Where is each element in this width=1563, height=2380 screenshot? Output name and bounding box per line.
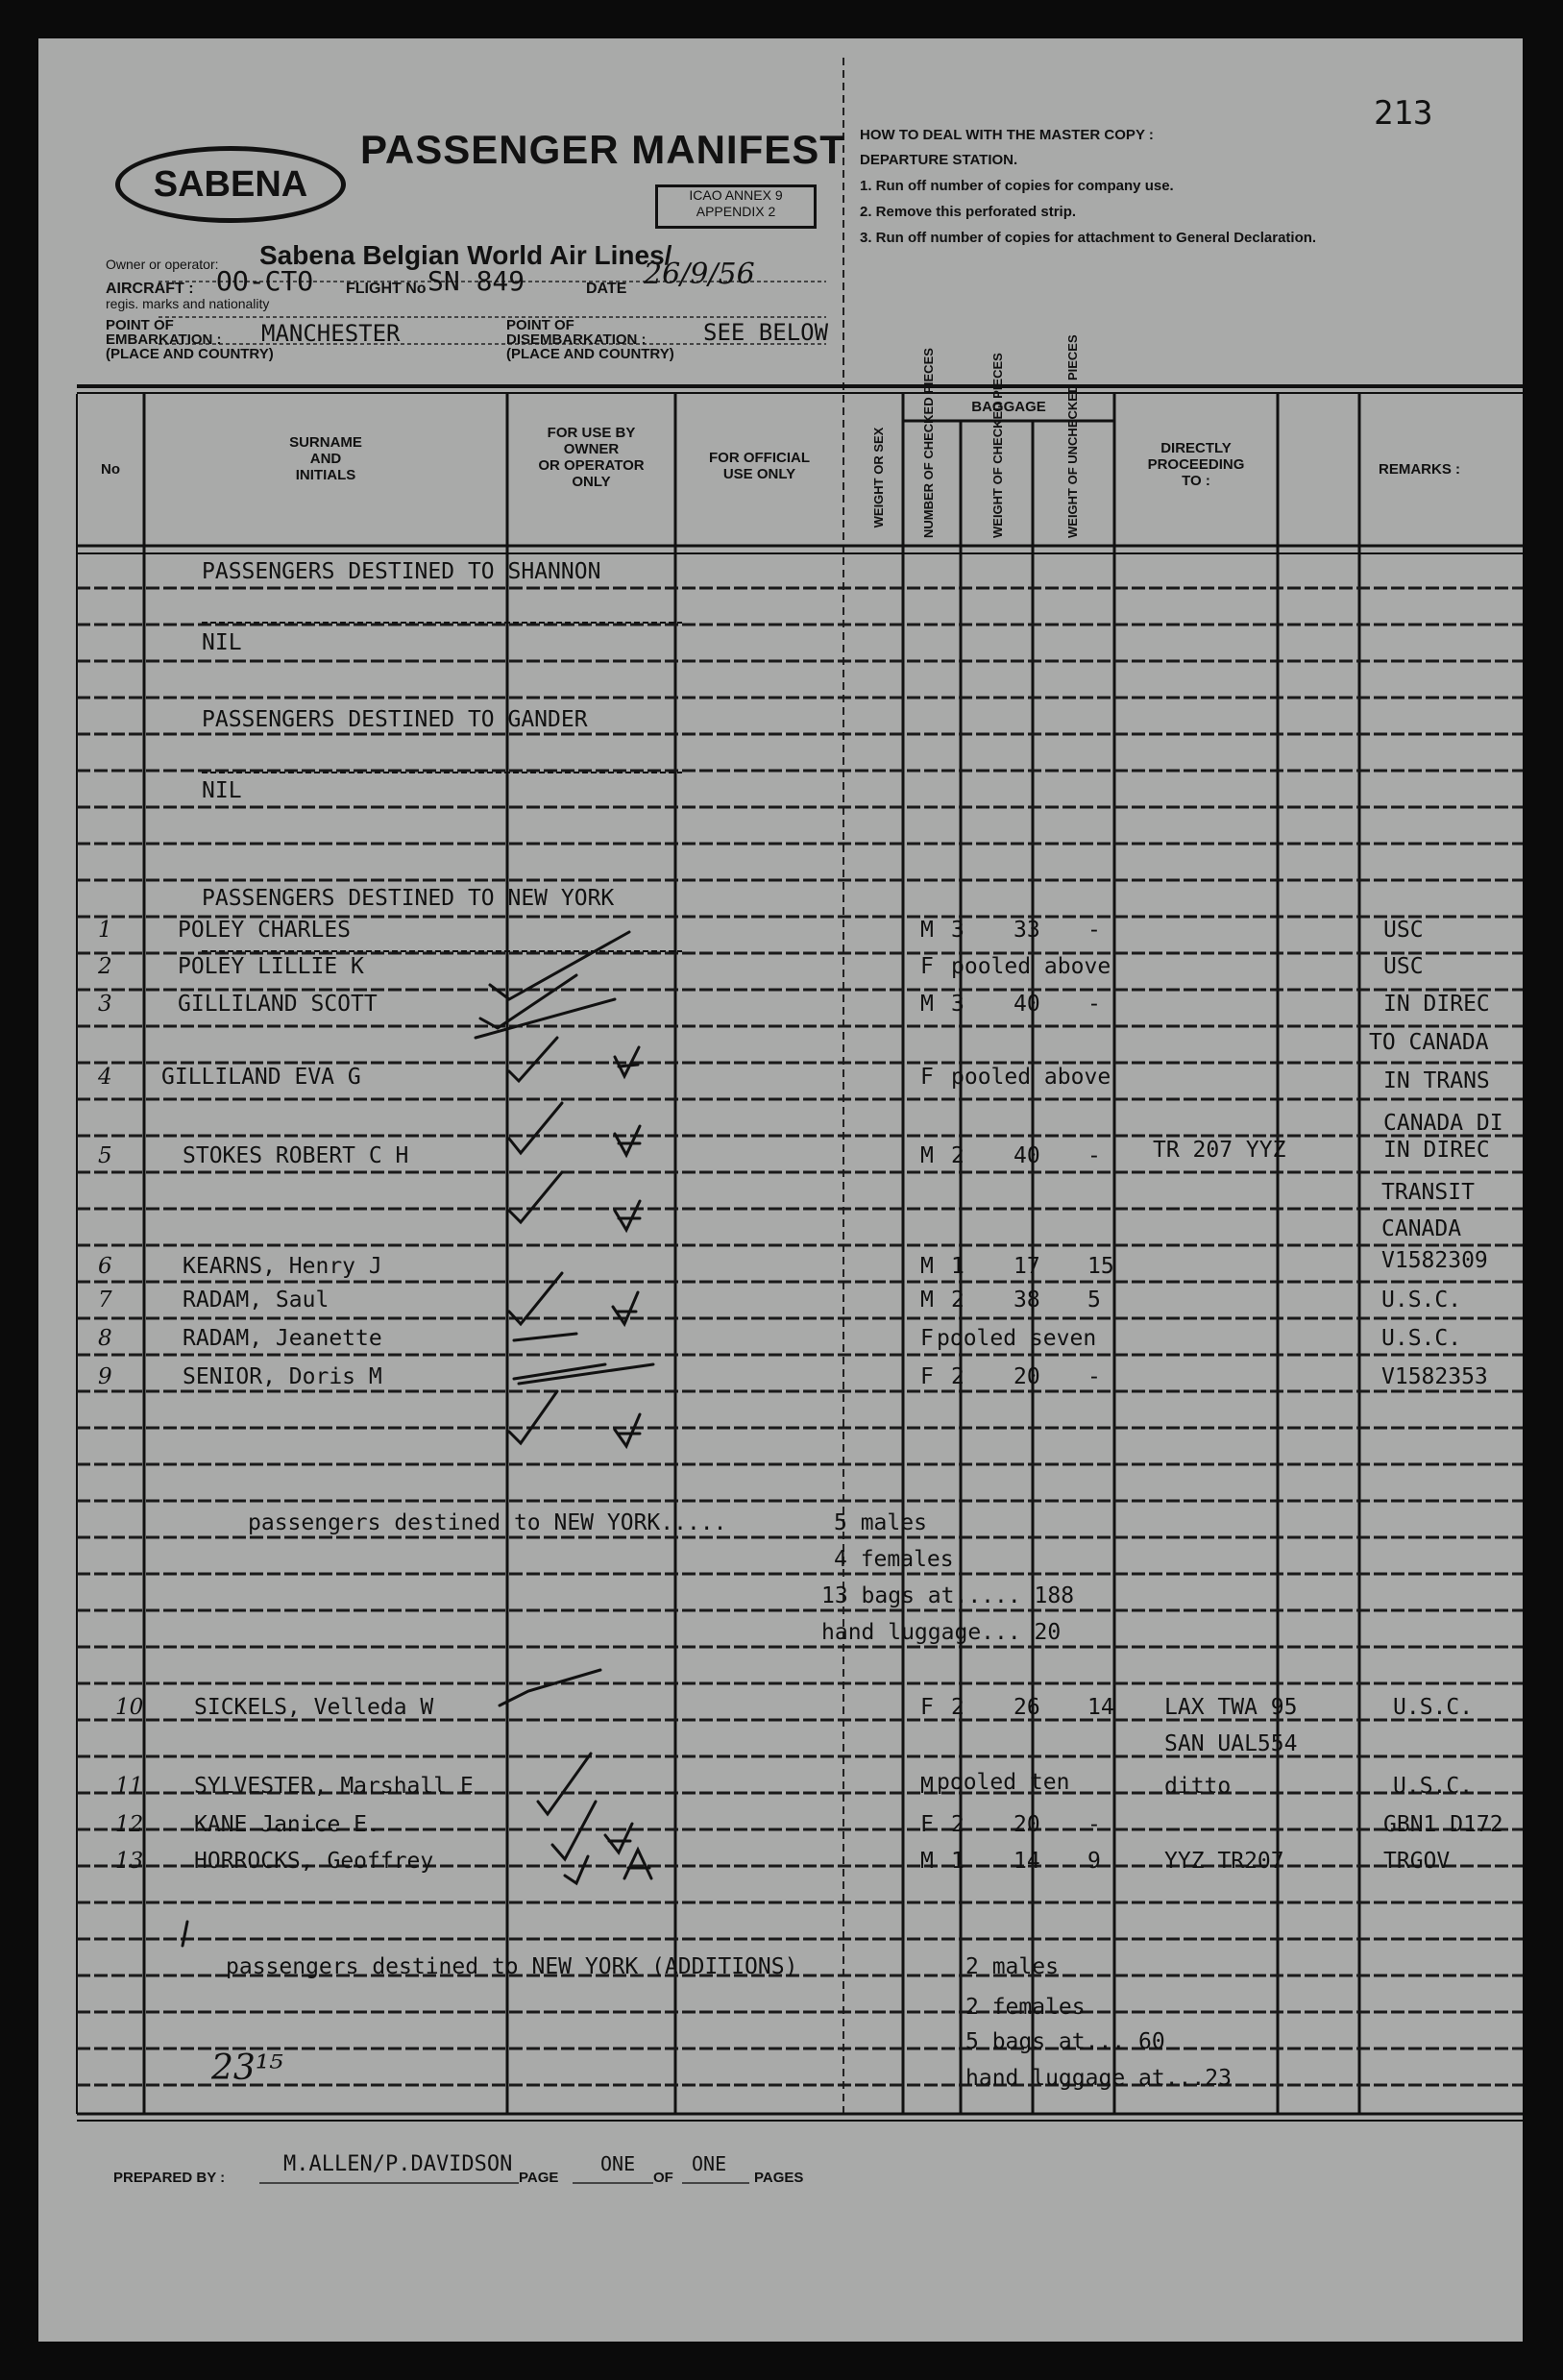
instruction-line5: 3. Run off number of copies for attachment to General Declaration. — [860, 230, 1317, 246]
embark-sub: (PLACE AND COUNTRY) — [106, 346, 274, 362]
sex-cell: M — [920, 1143, 934, 1168]
col-surname — [144, 434, 507, 483]
col-owner-2: OWNER — [563, 441, 620, 457]
remarks-cell: IN DIREC — [1383, 992, 1490, 1017]
summary1-bags: 13 bags at..... 188 — [821, 1583, 1075, 1608]
remarks-cell: V1582353 — [1381, 1364, 1488, 1389]
passenger-name: POLEY LILLIE K — [178, 954, 364, 979]
summary2-bags: 5 bags at... 60 — [965, 2029, 1165, 2054]
instruction-line4: 2. Remove this perforated strip. — [860, 204, 1077, 220]
passenger-row-3 — [38, 992, 1523, 1030]
remarks-cell: TRGOV — [1383, 1849, 1451, 1874]
sex-cell: F — [920, 1364, 934, 1389]
manifest-sheet — [38, 38, 1523, 2342]
unchecked-weight-cell: 9 — [1087, 1849, 1101, 1874]
section-nil-2: NIL — [202, 778, 242, 803]
unchecked-weight-cell: - — [1087, 992, 1101, 1017]
page-label: PAGE — [519, 2170, 559, 2186]
owner-label: Owner or operator: — [106, 257, 219, 272]
checked-pieces-cell: 3 — [951, 992, 965, 1017]
section-nil-1: NIL — [202, 630, 242, 655]
sex-cell: M — [920, 1849, 934, 1874]
passenger-name: KEARNS, Henry J — [183, 1254, 382, 1279]
disembark-value: SEE BELOW — [703, 319, 829, 346]
col-baggage: BAGGAGE — [971, 399, 1046, 415]
sex-cell: F — [920, 954, 934, 979]
col-surname-2: AND — [309, 451, 342, 467]
row-number: 3 — [98, 992, 112, 1017]
row-number: 5 — [98, 1143, 112, 1168]
checked-weight-cell: 20 — [1014, 1812, 1040, 1837]
checked-weight-cell: 40 — [1014, 1143, 1040, 1168]
embark-label-2: EMBARKATION : — [106, 331, 222, 348]
checked-pieces-cell: pooled above — [951, 954, 1111, 979]
row-number: 13 — [115, 1849, 144, 1874]
passenger-row-4 — [38, 1065, 1523, 1103]
regis-label: regis. marks and nationality — [106, 296, 270, 311]
page-number: 213 — [1374, 94, 1433, 133]
col-official-use — [675, 450, 843, 482]
prepared-by-value: M.ALLEN/P.DAVIDSON — [283, 2152, 513, 2176]
passenger-row-10 — [38, 1695, 1523, 1733]
passenger-name: RADAM, Jeanette — [183, 1326, 382, 1351]
date-value: 26/9/56 — [644, 258, 755, 291]
of-label: OF — [653, 2170, 673, 2186]
summary2-label: passengers destined to NEW YORK (ADDITIONS) — [226, 1954, 798, 1979]
col-owner-use — [507, 425, 675, 490]
sex-cell: F — [920, 1695, 934, 1720]
sex-cell: F — [920, 1065, 934, 1090]
passenger-name: GILLILAND EVA G — [161, 1065, 361, 1090]
remarks-cell: IN TRANS — [1383, 1068, 1490, 1093]
remarks-cell: U.S.C. — [1381, 1326, 1462, 1351]
col-official-2: USE ONLY — [722, 466, 796, 482]
passenger-name: SICKELS, Velleda W — [194, 1695, 434, 1720]
disembark-label-2: DISEMBARKATION : — [506, 331, 647, 348]
summary2-hand-luggage: hand luggage at...23 — [965, 2066, 1232, 2091]
checked-pieces-cell: 2 — [951, 1288, 965, 1313]
row-number: 10 — [115, 1695, 144, 1720]
row-number: 11 — [115, 1774, 144, 1799]
col-directly-proceeding — [1114, 440, 1278, 489]
passenger-name: SYLVESTER, Marshall E — [194, 1774, 474, 1799]
flight-label: FLIGHT No — [346, 281, 427, 297]
remarks-cell: U.S.C. — [1393, 1695, 1474, 1720]
remarks-continuation: CANADA DI — [1383, 1111, 1503, 1136]
summary2-males: 2 males — [965, 1954, 1059, 1979]
row-number: 4 — [98, 1065, 112, 1090]
unchecked-weight-cell: - — [1087, 1364, 1101, 1389]
passenger-name: HORROCKS, Geoffrey — [194, 1849, 434, 1874]
checked-pieces-cell: pooled seven — [937, 1326, 1097, 1351]
passenger-name: GILLILAND SCOTT — [178, 992, 378, 1017]
checked-pieces-cell: 1 — [951, 1254, 965, 1279]
passenger-row-13 — [38, 1849, 1523, 1887]
date-label: DATE — [586, 281, 627, 297]
summary1-hand-luggage: hand luggage... 20 — [821, 1620, 1062, 1645]
passenger-name: RADAM, Saul — [183, 1288, 330, 1313]
passenger-row-8 — [38, 1326, 1523, 1364]
remarks-cell: IN DIREC — [1383, 1138, 1490, 1163]
col-surname-1: SURNAME — [289, 434, 362, 451]
icao-annex-line2: APPENDIX 2 — [696, 204, 776, 219]
unchecked-weight-cell: 5 — [1087, 1288, 1101, 1313]
flight-value: SN 849 — [427, 265, 525, 297]
unchecked-weight-cell: - — [1087, 918, 1101, 943]
pages-label: PAGES — [754, 2170, 804, 2186]
passenger-row-9 — [38, 1364, 1523, 1403]
row-number: 12 — [115, 1812, 144, 1837]
passenger-row-1 — [38, 918, 1523, 956]
unchecked-weight-cell: 15 — [1087, 1254, 1114, 1279]
prepared-by-label: PREPARED BY : — [113, 2170, 226, 2186]
remarks-cell: USC — [1383, 954, 1424, 979]
checked-pieces-cell: pooled ten — [937, 1770, 1070, 1795]
aircraft-label: AIRCRAFT : — [106, 281, 194, 297]
checked-pieces-cell: 3 — [951, 918, 965, 943]
remarks-cell: V1582309 — [1381, 1248, 1488, 1273]
checked-pieces-cell: 1 — [951, 1849, 965, 1874]
col-owner-1: FOR USE BY — [547, 425, 636, 441]
sex-cell: M — [920, 1288, 934, 1313]
summary1-males: 5 males — [834, 1510, 927, 1535]
col-num-checked: NUMBER OF CHECKED PIECES — [921, 348, 936, 538]
of-value: ONE — [692, 2152, 727, 2175]
passenger-name: STOKES ROBERT C H — [183, 1143, 409, 1168]
col-official-1: FOR OFFICIAL — [709, 450, 810, 466]
col-remarks: REMARKS : — [1379, 461, 1460, 478]
passenger-name: KANE Janice E. — [194, 1812, 380, 1837]
instruction-line2: DEPARTURE STATION. — [860, 152, 1018, 168]
owner-value: Sabena Belgian World Air Lines/ — [259, 240, 672, 270]
checked-weight-cell: 40 — [1014, 992, 1040, 1017]
checked-weight-cell: 33 — [1014, 918, 1040, 943]
instruction-line3: 1. Run off number of copies for company use. — [860, 178, 1174, 194]
checked-weight-cell: 20 — [1014, 1364, 1040, 1389]
checked-weight-cell: 17 — [1014, 1254, 1040, 1279]
remarks-continuation: TRANSIT — [1381, 1180, 1475, 1205]
row-number: 2 — [98, 954, 112, 979]
row-number: 1 — [98, 918, 112, 943]
checked-pieces-cell: 2 — [951, 1143, 965, 1168]
col-directly-3: TO : — [1182, 473, 1210, 489]
unchecked-weight-cell: 14 — [1087, 1695, 1114, 1720]
sex-cell: M — [920, 918, 934, 943]
unchecked-weight-cell: - — [1087, 1143, 1101, 1168]
col-directly-2: PROCEEDING — [1147, 456, 1245, 473]
proceeding-cell: TR 207 YYZ — [1153, 1138, 1286, 1163]
row-number: 9 — [98, 1364, 112, 1389]
checked-pieces-cell: 2 — [951, 1364, 965, 1389]
proceeding-cell: YYZ TR207 — [1164, 1849, 1284, 1874]
remarks-cell: USC — [1383, 918, 1424, 943]
passenger-row-5 — [38, 1138, 1523, 1182]
proceeding-cell: ditto — [1164, 1774, 1232, 1799]
passenger-row-2 — [38, 954, 1523, 993]
col-owner-3: OR OPERATOR — [538, 457, 645, 474]
sex-cell: F — [920, 1812, 934, 1837]
disembark-sub: (PLACE AND COUNTRY) — [506, 346, 674, 362]
col-weight-checked: WEIGHT OF CHECKED PIECES — [990, 353, 1005, 538]
aircraft-value: OO-CTO — [216, 265, 314, 297]
row-number: 8 — [98, 1326, 112, 1351]
instruction-line1: HOW TO DEAL WITH THE MASTER COPY : — [860, 127, 1154, 143]
passenger-name: SENIOR, Doris M — [183, 1364, 382, 1389]
remarks-cell: U.S.C. — [1393, 1774, 1474, 1799]
passenger-row-7 — [38, 1288, 1523, 1326]
passenger-row-6 — [38, 1248, 1523, 1292]
proceeding-cell: LAX TWA 95 — [1164, 1695, 1298, 1720]
embark-value: MANCHESTER — [261, 320, 401, 347]
remarks-cell: U.S.C. — [1381, 1288, 1462, 1313]
icao-annex-line1: ICAO ANNEX 9 — [689, 187, 783, 203]
col-no: No — [101, 461, 120, 478]
sex-cell: M — [920, 1254, 934, 1279]
remarks-cell: GBN1 D172 — [1383, 1812, 1503, 1837]
form-grid-lines — [38, 38, 1523, 2342]
proceeding-continuation: SAN UAL554 — [1164, 1731, 1298, 1756]
sex-cell: F — [920, 1326, 934, 1351]
checked-weight-cell: 38 — [1014, 1288, 1040, 1313]
sabena-logo: SABENA — [115, 146, 346, 223]
section-shannon: PASSENGERS DESTINED TO SHANNON — [202, 559, 601, 584]
row-number: 7 — [98, 1288, 112, 1313]
checked-pieces-cell: 2 — [951, 1695, 965, 1720]
document-title: PASSENGER MANIFEST — [360, 127, 845, 172]
page-value: ONE — [600, 2152, 636, 2175]
handwritten-total: 23¹⁵ — [211, 2049, 283, 2088]
checked-weight-cell: 26 — [1014, 1695, 1040, 1720]
checked-pieces-cell: pooled above — [951, 1065, 1111, 1090]
disembark-label-1: POINT OF — [506, 317, 574, 333]
summary2-females: 2 females — [965, 1995, 1086, 2020]
row-number: 6 — [98, 1254, 112, 1279]
summary1-label: passengers destined to NEW YORK..... — [248, 1510, 727, 1535]
sex-cell: M — [920, 992, 934, 1017]
unchecked-weight-cell: - — [1087, 1812, 1101, 1837]
icao-annex-box — [655, 184, 817, 229]
section-new-york: PASSENGERS DESTINED TO NEW YORK — [202, 886, 615, 911]
checked-pieces-cell: 2 — [951, 1812, 965, 1837]
remarks-continuation: TO CANADA — [1369, 1030, 1489, 1055]
sex-cell: M — [920, 1774, 934, 1799]
passenger-row-12 — [38, 1812, 1523, 1851]
passenger-row-11 — [38, 1770, 1523, 1812]
section-gander: PASSENGERS DESTINED TO GANDER — [202, 707, 588, 732]
col-directly-1: DIRECTLY — [1160, 440, 1232, 456]
embark-label-1: POINT OF — [106, 317, 174, 333]
passenger-name: POLEY CHARLES — [178, 918, 352, 943]
col-owner-4: ONLY — [572, 474, 611, 490]
col-weight-sex: WEIGHT OR SEX — [871, 427, 886, 528]
remarks-continuation: CANADA — [1381, 1216, 1462, 1241]
summary1-females: 4 females — [834, 1547, 954, 1572]
col-weight-unchecked: WEIGHT OF UNCHECKED PIECES — [1065, 334, 1080, 538]
checked-weight-cell: 14 — [1014, 1849, 1040, 1874]
col-surname-3: INITIALS — [295, 467, 356, 483]
